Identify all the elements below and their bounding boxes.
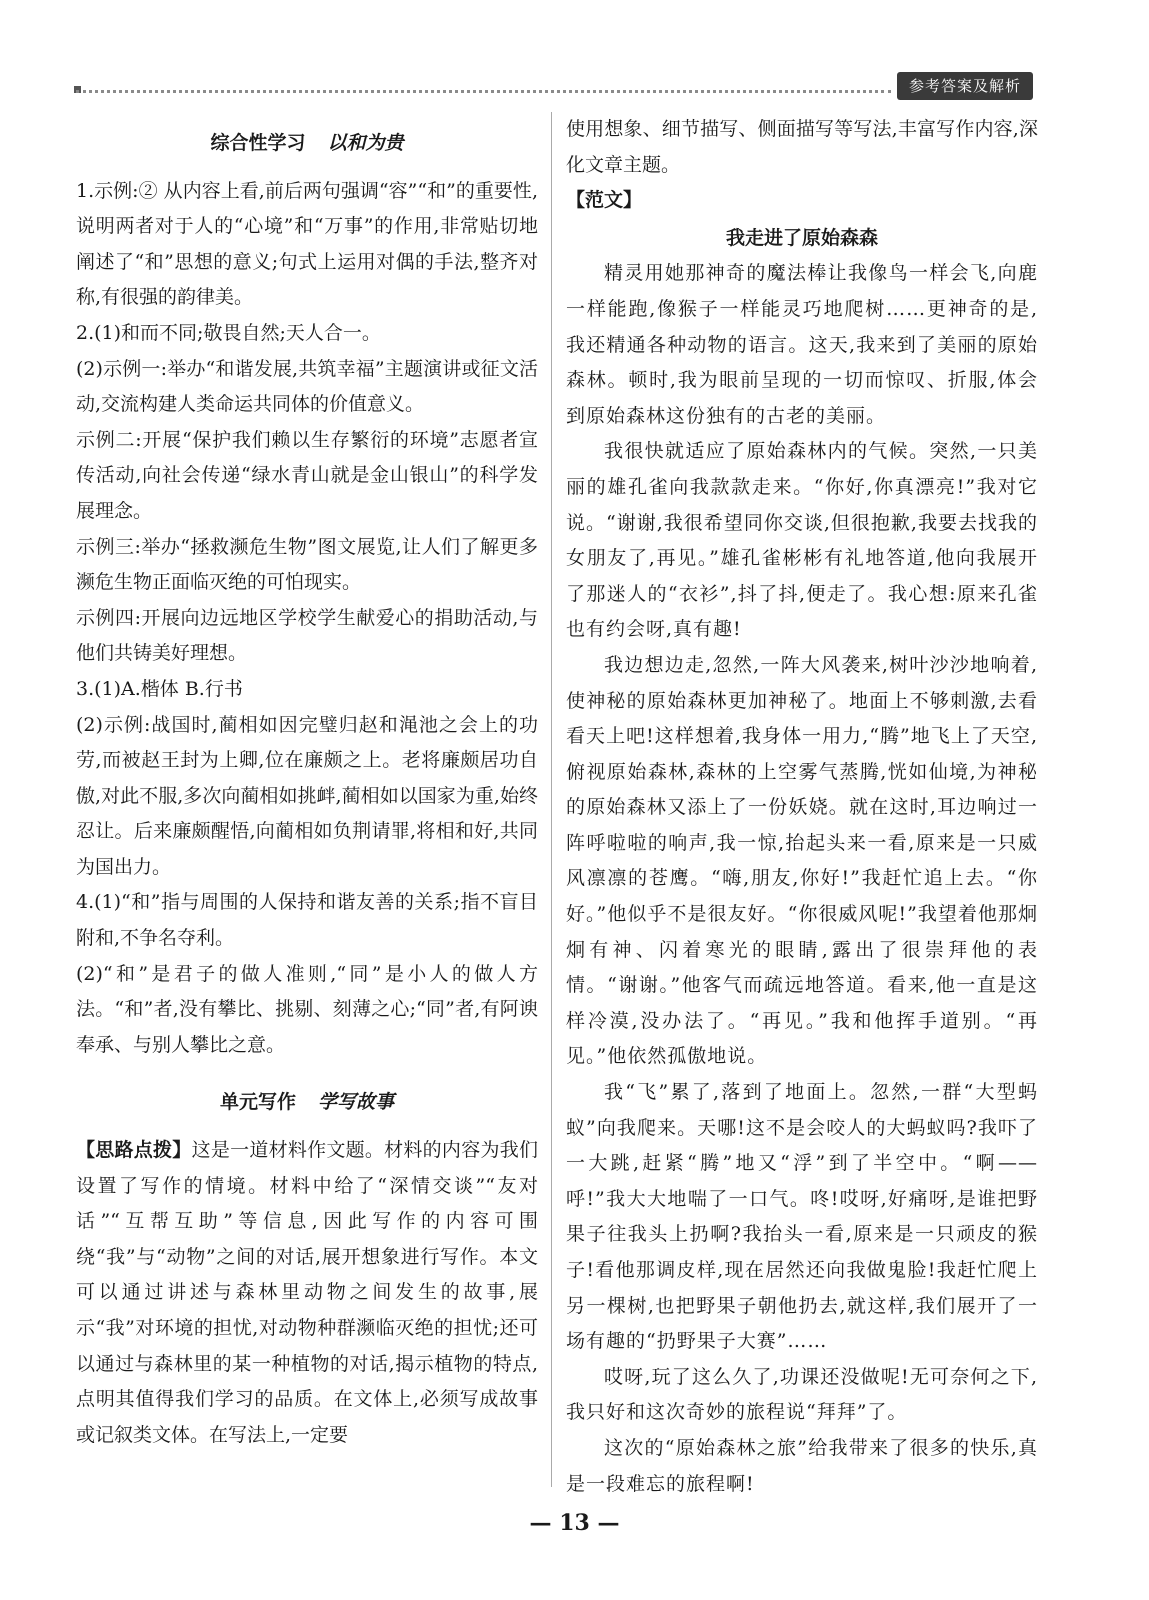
section-subtitle: 以和为贵 [327,132,404,154]
answer-2-2: (2)示例一:举办“和谐发展,共筑幸福”主题演讲或征文活动,交流构建人类命运共同体的价值意义。 [76,357,538,416]
essay-paragraph: 我边想边走,忽然,一阵大风袭来,树叶沙沙地响着,使神秘的原始森林更加神秘了。地面上不够刺激,去看看天上吧!这样想着,我身体一用力,“腾”地飞上了天空,俯视原始森林,森林的上空雾气蒸腾,恍如仙境,为神秘的原始森林又添上了一份妖娆。就在这时,耳边响过一阵呼啦啦的响声,我一惊,抬起头来一看,原来是一只威风凛凛的苍鹰。“嗨,朋友,你好!”我赶忙追上去。“你好。”他似乎不是很友好。“你很威风呢!”我望着他那炯炯有神、闪着寒光的眼睛,露出了很崇拜他的表情。“谢谢。”他客气而疏远地答道。看来,他一直是这样冷漠,没办法了。“再见。”我和他挥手道别。“再见。”他依然孤傲地说。 [566,653,1038,1068]
header-badge: 参考答案及解析 [897,72,1033,100]
section-subtitle: 学写故事 [318,1091,395,1114]
answer-2-1: 2.(1)和而不同;敬畏自然;天人合一。 [76,321,381,344]
left-column [76,112,538,1453]
essay-paragraph: 我“飞”累了,落到了地面上。忽然,一群“大型蚂蚁”向我爬来。天哪!这不是会咬人的大蚂蚁吗?我吓了一大跳,赶紧“腾”地又“浮”到了半空中。“啊——呼!”我大大地喘了一口气。咚!哎呀,好痛呀,是谁把野果子往我头上扔啊?我抬头一看,原来是一只顽皮的猴子!看他那调皮样,现在居然还向我做鬼脸!我赶忙爬上另一棵树,也把野果子朝他扔去,就这样,我们展开了一场有趣的“扔野果子大赛”…… [566,1081,1038,1353]
hint-label: 【思路点拨】 [76,1139,192,1162]
answer-4-1: 4.(1)“和”指与周围的人保持和谐友善的关系;指不盲目附和,不争名夺利。 [76,891,538,950]
model-essay-label: 【范文】 [566,189,643,212]
essay-paragraph: 我很快就适应了原始森林内的气候。突然,一只美丽的雄孔雀向我款款走来。“你好,你真漂亮!”我对它说。“谢谢,我很希望同你交谈,但很抱歉,我要去找我的女朋友了,再见。”雄孔雀彬彬有礼地答道,他向我展开了那迷人的“衣衫”,抖了抖,便走了。我心想:原来孔雀也有约会呀,真有趣! [566,440,1038,641]
answer-4-2: (2)“和”是君子的做人准则,“同”是小人的做人方法。“和”者,没有攀比、挑剔、刻薄之心;“同”者,有阿谀奉承、与别人攀比之意。 [76,962,538,1056]
header-rule [76,90,891,93]
page-number: — 13 — [529,1510,620,1536]
section-title-writing [76,1085,538,1121]
hint-continuation: 使用想象、细节描写、侧面描写等写法,丰富写作内容,深化文章主题。 [566,118,1038,176]
essay-title: 我走进了原始森森 [725,226,878,249]
answer-2-example3: 示例三:举办“拯救濒危生物”图文展览,让人们了解更多濒危生物正面临灭绝的可怕现实。 [76,535,538,594]
essay-paragraph: 这次的“原始森林之旅”给我带来了很多的快乐,真是一段难忘的旅程啊! [566,1436,1038,1495]
column-divider [551,112,552,1487]
answer-2-example2: 示例二:开展“保护我们赖以生存繁衍的环境”志愿者宣传活动,向社会传递“绿水青山就是金山银山”的科学发展理念。 [76,428,538,522]
answer-2-example4: 示例四:开展向边远地区学校学生献爱心的捐助活动,与他们共铸美好理想。 [76,606,538,665]
right-column [566,112,1038,1502]
essay-paragraph: 哎呀,玩了这么久了,功课还没做呢!无可奈何之下,我只好和这次奇妙的旅程说“拜拜”了。 [566,1365,1038,1424]
section-title-text: 单元写作 [219,1091,296,1114]
answer-1: 1.示例:② 从内容上看,前后两句强调“容”“和”的重要性,说明两者对于人的“心境”和“万事”的作用,非常贴切地阐述了“和”思想的意义;句式上运用对偶的手法,整齐对称,有很强的韵律美。 [76,179,538,309]
answer-3-1: 3.(1)A.楷体 B.行书 [76,677,243,700]
hint-text: 这是一道材料作文题。材料的内容为我们设置了写作的情境。材料中给了“深情交谈”“友对话”“互帮互助”等信息,因此写作的内容可围绕“我”与“动物”之间的对话,展开想象进行写作。本文可以通过讲述与森林里动物之间发生的故事,展示“我”对环境的担忧,对动物种群濒临灭绝的担忧;还可以通过与森林里的某一种植物的对话,揭示植物的特点,点明其值得我们学习的品质。在文体上,必须写成故事或记叙类文体。在写法上,一定要 [76,1139,538,1446]
model-essay [566,256,1038,1502]
writing-hint [76,1133,538,1453]
section-title-comprehensive [76,126,538,162]
essay-paragraph: 精灵用她那神奇的魔法棒让我像鸟一样会飞,向鹿一样能跑,像猴子一样能灵巧地爬树……更神奇的是,我还精通各种动物的语言。这天,我来到了美丽的原始森林。顿时,我为眼前呈现的一切而惊叹、折服,体会到原始森林这份独有的古老的美丽。 [566,262,1038,427]
answer-3-2: (2)示例:战国时,蔺相如因完璧归赵和渑池之会上的功劳,而被赵王封为上卿,位在廉颇之上。老将廉颇居功自傲,对此不服,多次向蔺相如挑衅,蔺相如以国家为重,始终忍让。后来廉颇醒悟,向蔺相如负荆请罪,将相和好,共同为国出力。 [76,713,538,878]
section-title-text: 综合性学习 [210,132,306,154]
